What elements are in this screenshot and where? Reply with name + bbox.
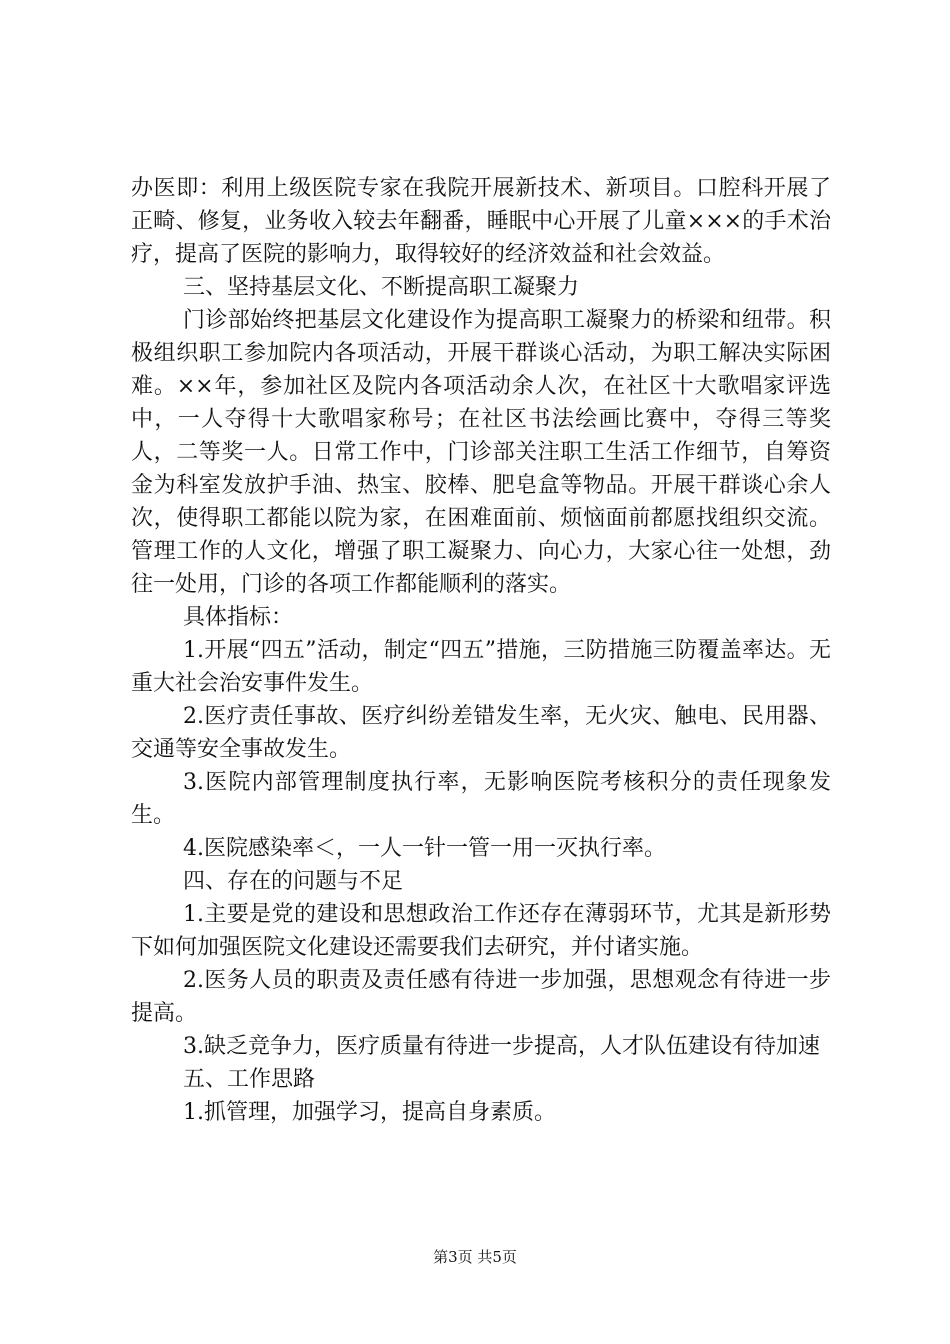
paragraph-continuation: 办医即：利用上级医院专家在我院开展新技术、新项目。口腔科开展了正畸、修复，业务收入较去年翻番，睡眠中心开展了儿童×××的手术治疗，提高了医院的影响力，取得较好的经济效益和社会效益。	[131, 176, 831, 267]
document-body	[131, 172, 831, 1129]
problem-item-2: 2.医务人员的职责及责任感有待进一步加强，思想观念有待进一步提高。	[131, 968, 831, 1026]
section-heading-3: 三、坚持基层文化、不断提高职工凝聚力	[183, 275, 580, 300]
subheading-indicators: 具体指标：	[183, 605, 294, 630]
indicator-item-4: 4.医院感染率＜，一人一针一管一用一灭执行率。	[183, 836, 666, 861]
page-number-footer: 第3页 共5页	[433, 1248, 517, 1266]
plan-item-1: 1.抓管理，加强学习，提高自身素质。	[183, 1100, 556, 1125]
indicator-item-2: 2.医疗责任事故、医疗纠纷差错发生率，无火灾、触电、民用器、交通等安全事故发生。	[131, 704, 831, 762]
indicator-item-3: 3.医院内部管理制度执行率，无影响医院考核积分的责任现象发生。	[131, 770, 831, 828]
paragraph-culture: 门诊部始终把基层文化建设作为提高职工凝聚力的桥梁和纽带。积极组织职工参加院内各项活动，开展干群谈心活动，为职工解决实际困难。××年，参加社区及院内各项活动余人次，在社区十大歌唱家评选中，一人夺得十大歌唱家称号；在社区书法绘画比赛中，夺得三等奖人，二等奖一人。日常工作中，门诊部关注职工生活工作细节，自筹资金为科室发放护手油、热宝、胶棒、肥皂盒等物品。开展干群谈心余人次，使得职工都能以院为家，在困难面前、烦恼面前都愿找组织交流。管理工作的人文化，增强了职工凝聚力、向心力，大家心往一处想，劲往一处用，门诊的各项工作都能顺利的落实。	[131, 308, 831, 597]
problem-item-3: 3.缺乏竞争力，医疗质量有待进一步提高，人才队伍建设有待加速	[183, 1034, 820, 1059]
problem-item-1: 1.主要是党的建设和思想政治工作还存在薄弱环节，尤其是新形势下如何加强医院文化建设还需要我们去研究，并付诸实施。	[131, 902, 831, 960]
section-heading-5: 五、工作思路	[183, 1067, 316, 1092]
indicator-item-1: 1.开展“四五”活动，制定“四五”措施，三防措施三防覆盖率达。无重大社会治安事件发生。	[131, 638, 831, 696]
section-heading-4: 四、存在的问题与不足	[183, 869, 404, 894]
